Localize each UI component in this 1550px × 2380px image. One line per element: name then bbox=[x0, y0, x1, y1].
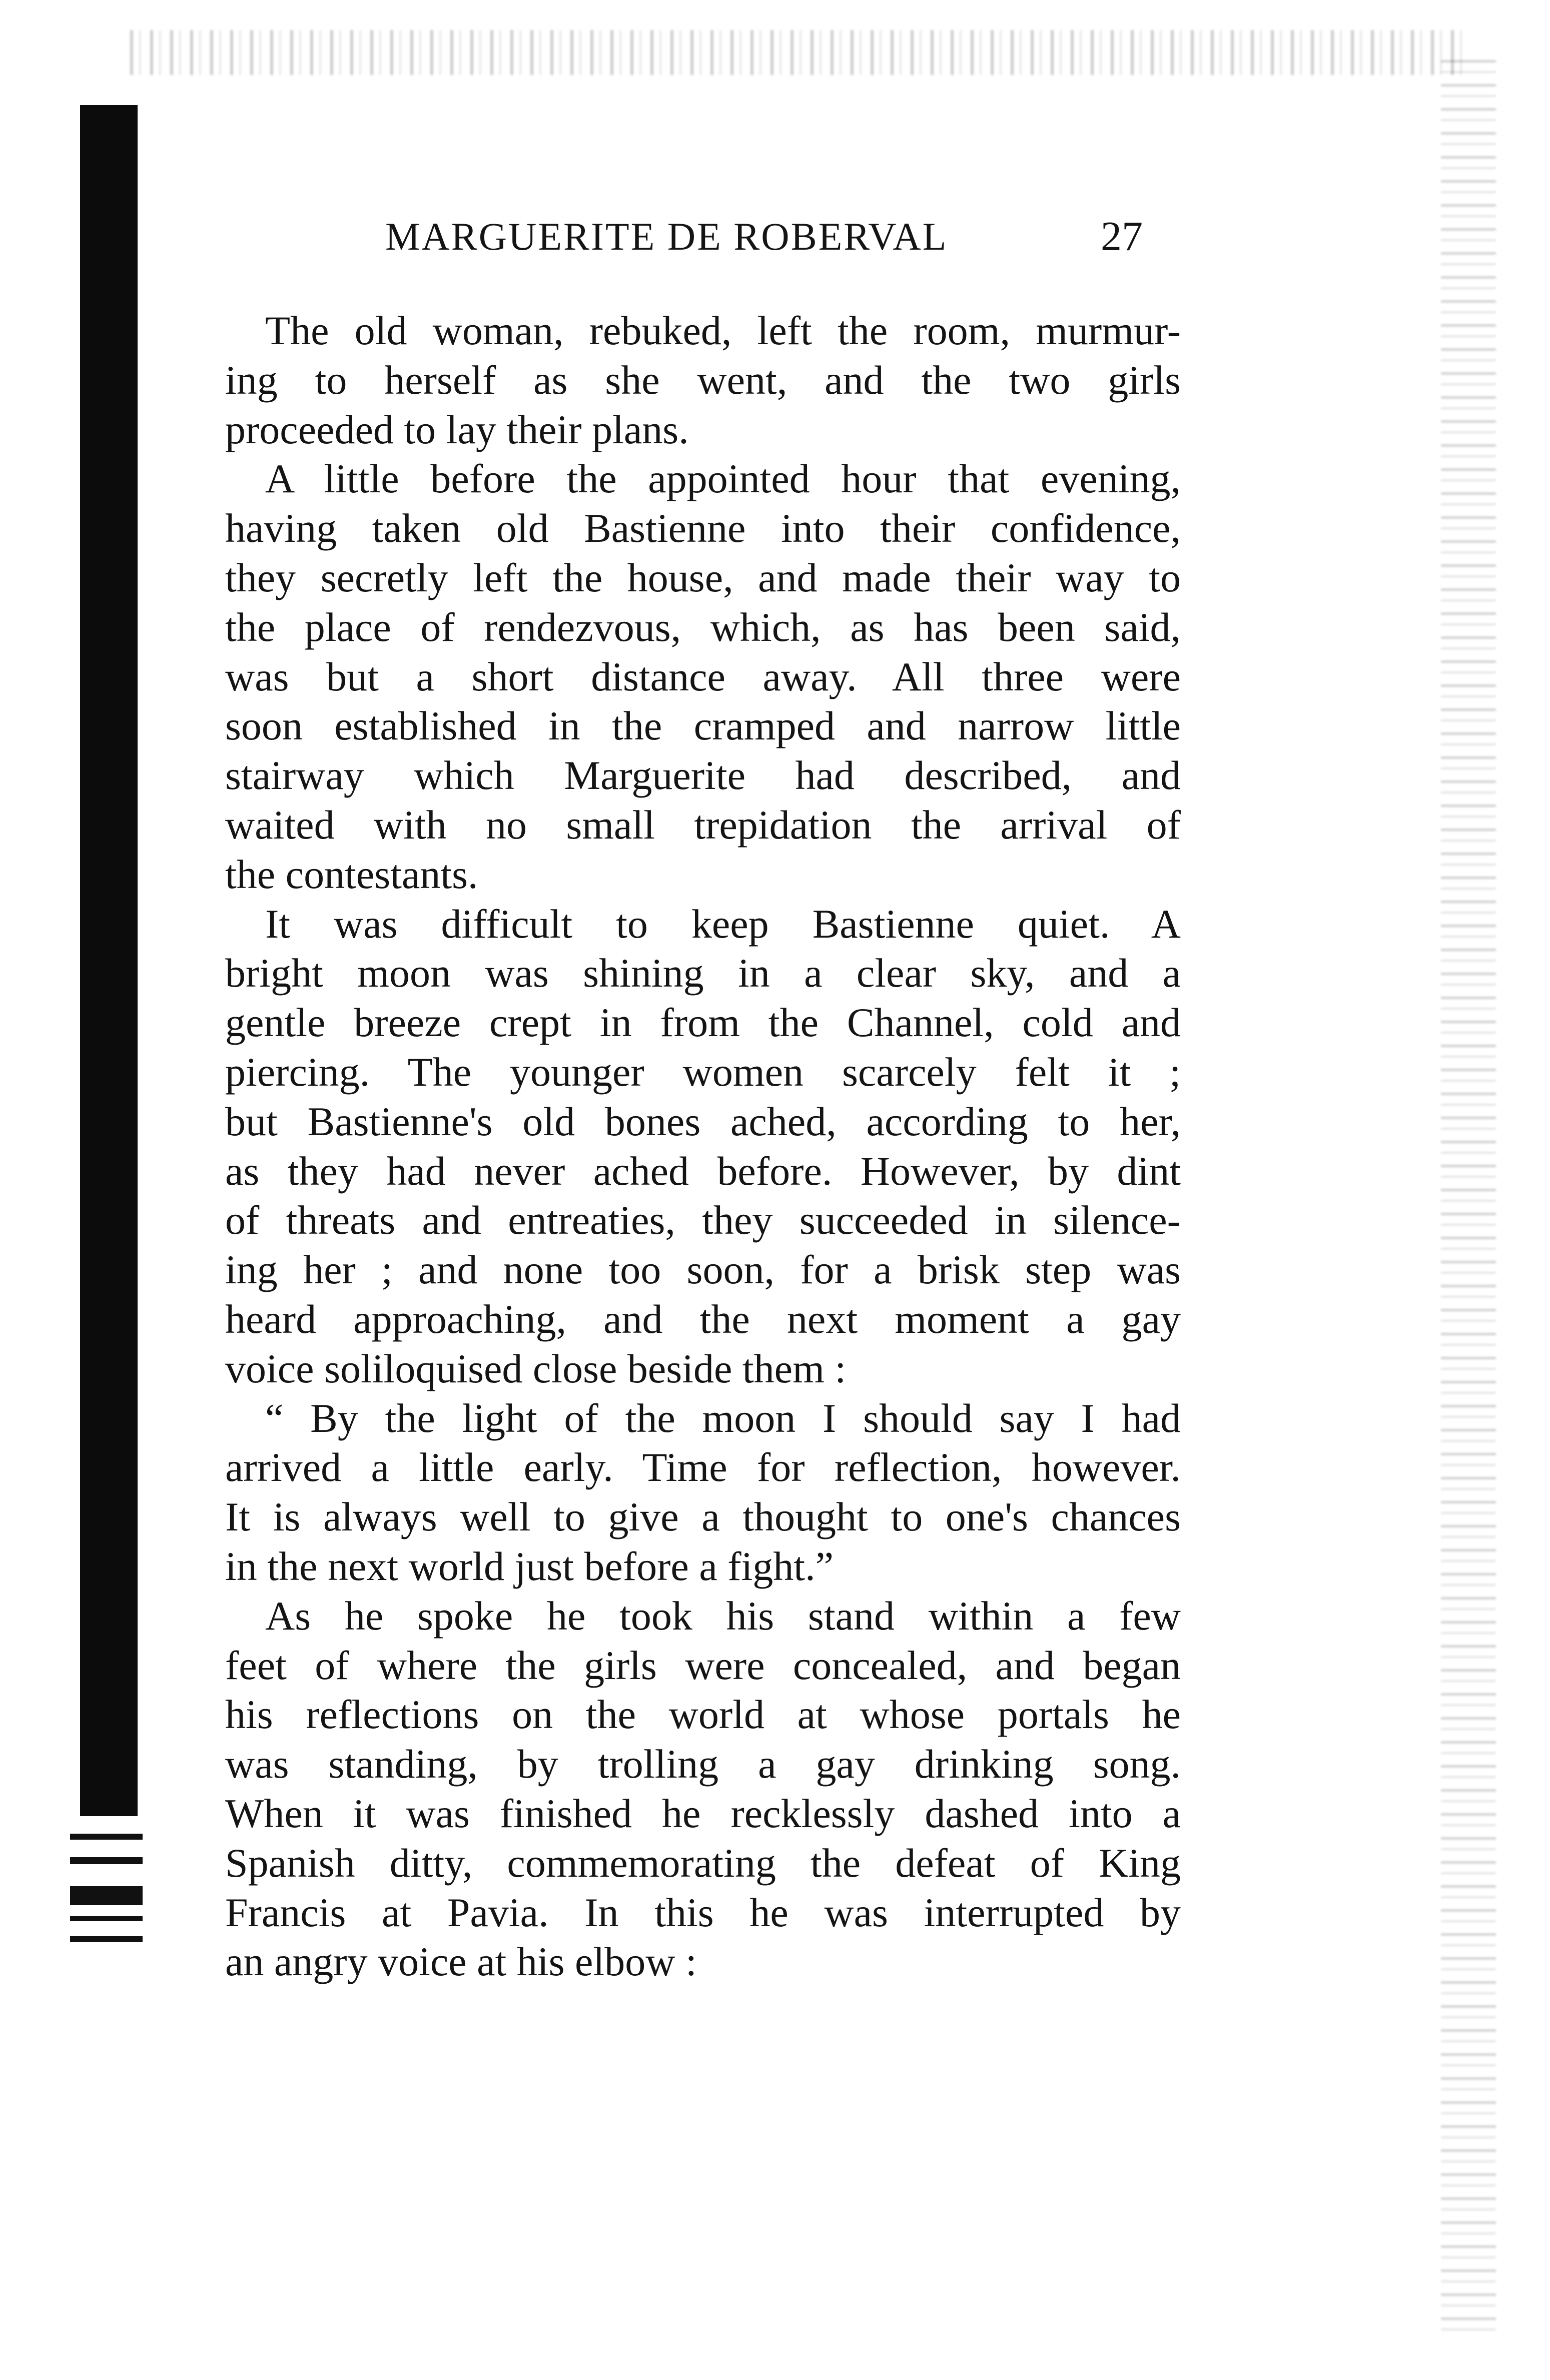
text-line: of threats and entreaties, they succeeded in silence- bbox=[225, 1197, 1181, 1243]
text-line: having taken old Bastienne into their confidence, bbox=[225, 505, 1181, 551]
binding-mark bbox=[70, 1936, 143, 1942]
text-line: gentle breeze crept in from the Channel, cold and bbox=[225, 1000, 1181, 1046]
text-line: It was difficult to keep Bastienne quiet. A bbox=[265, 901, 1181, 947]
body-text bbox=[225, 306, 1181, 1987]
binding-mark bbox=[70, 1857, 143, 1864]
text-line: heard approaching, and the next moment a gay bbox=[225, 1296, 1181, 1342]
text-line: they secretly left the house, and made their way to bbox=[225, 554, 1181, 600]
text-line: ing her ; and none too soon, for a brisk step was bbox=[225, 1247, 1181, 1293]
binding-mark bbox=[70, 1834, 143, 1840]
text-line: “ By the light of the moon I should say I had bbox=[265, 1395, 1181, 1441]
scan-noise-right-edge bbox=[1441, 60, 1496, 2341]
page-header bbox=[385, 209, 1186, 264]
text-line: Francis at Pavia. In this he was interrupted by bbox=[225, 1889, 1181, 1935]
text-line: It is always well to give a thought to one's chances bbox=[225, 1494, 1181, 1540]
text-line: arrived a little early. Time for reflection, however. bbox=[225, 1444, 1181, 1490]
text-line: stairway which Marguerite had described, and bbox=[225, 752, 1181, 799]
text-line: A little before the appointed hour that evening, bbox=[265, 456, 1181, 502]
scan-noise-top bbox=[130, 30, 1471, 75]
text-line: the place of rendezvous, which, as has been said, bbox=[225, 604, 1181, 650]
text-line: was standing, by trolling a gay drinking song. bbox=[225, 1741, 1181, 1787]
text-line: but Bastienne's old bones ached, according to her, bbox=[225, 1098, 1181, 1144]
text-line: As he spoke he took his stand within a few bbox=[265, 1593, 1181, 1639]
binding-shadow-bar bbox=[80, 105, 138, 1816]
text-line: in the next world just before a fight.” bbox=[225, 1543, 834, 1589]
text-line: an angry voice at his elbow : bbox=[225, 1939, 697, 1985]
text-line: the contestants. bbox=[225, 851, 478, 897]
text-line: When it was finished he recklessly dashed into a bbox=[225, 1790, 1181, 1836]
running-title: MARGUERITE DE ROBERVAL bbox=[385, 215, 948, 258]
text-line: piercing. The younger women scarcely felt it ; bbox=[225, 1049, 1181, 1095]
text-line: proceeded to lay their plans. bbox=[225, 406, 689, 452]
binding-mark bbox=[70, 1886, 143, 1905]
text-line: as they had never ached before. However, by dint bbox=[225, 1148, 1181, 1194]
text-line: soon established in the cramped and narrow little bbox=[225, 703, 1181, 749]
binding-mark bbox=[70, 1916, 143, 1921]
text-line: waited with no small trepidation the arrival of bbox=[225, 802, 1181, 848]
text-line: ing to herself as she went, and the two girls bbox=[225, 357, 1181, 403]
text-line: Spanish ditty, commemorating the defeat of King bbox=[225, 1840, 1181, 1886]
text-line: The old woman, rebuked, left the room, murmur- bbox=[265, 308, 1181, 353]
text-line: voice soliloquised close beside them : bbox=[225, 1345, 847, 1391]
text-line: feet of where the girls were concealed, and began bbox=[225, 1642, 1181, 1688]
text-line: bright moon was shining in a clear sky, and a bbox=[225, 950, 1181, 996]
text-line: was but a short distance away. All three were bbox=[225, 653, 1181, 699]
page-number: 27 bbox=[1101, 213, 1143, 260]
text-line: his reflections on the world at whose portals he bbox=[225, 1692, 1181, 1738]
